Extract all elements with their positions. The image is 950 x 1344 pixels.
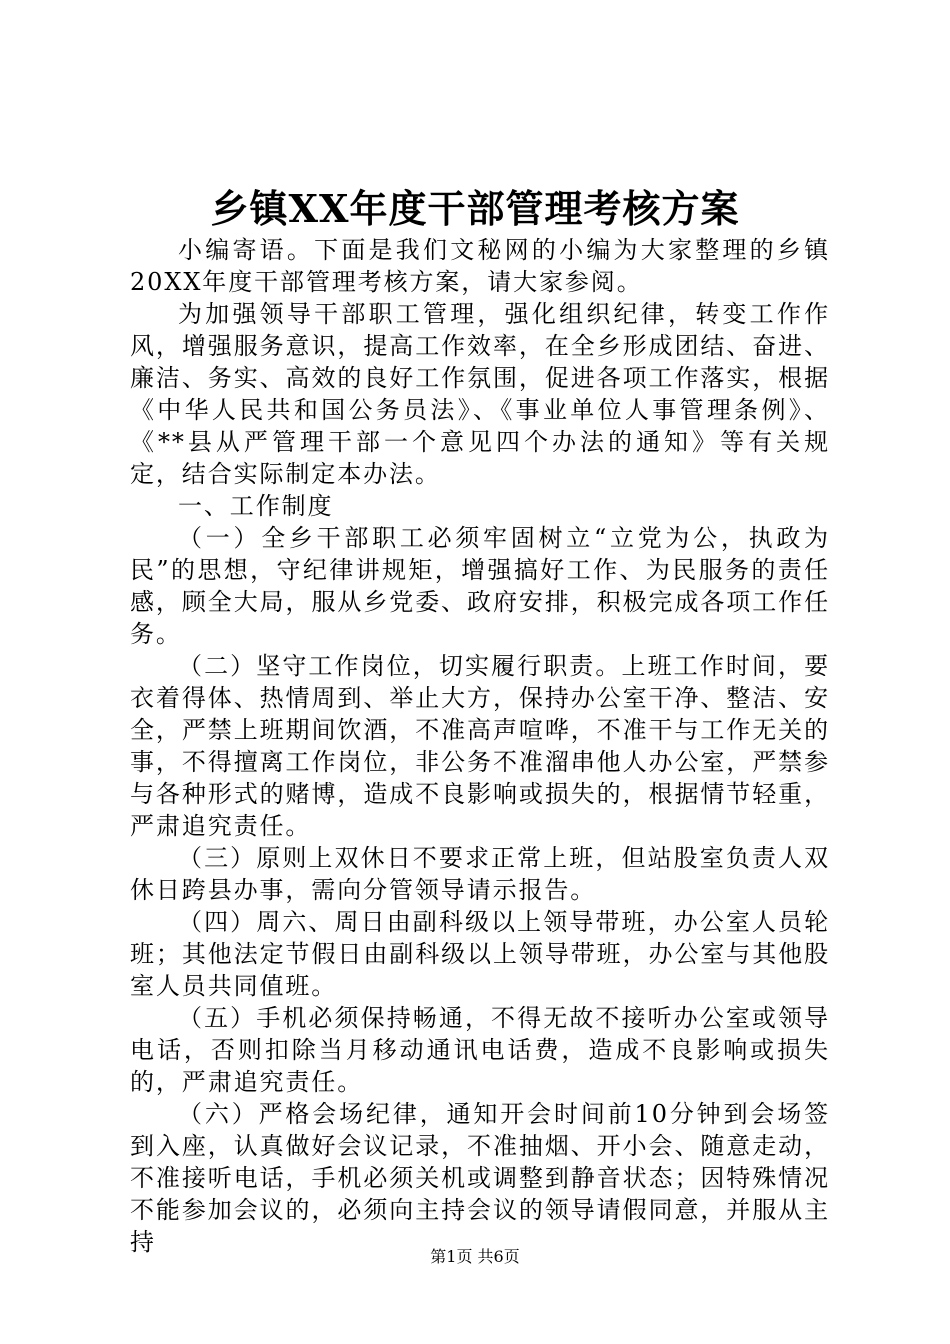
page-footer: 第1页 共6页 [430, 1247, 520, 1266]
document-title: 乡镇XX年度干部管理考核方案 [210, 186, 740, 231]
rule-paragraph: （二）坚守工作岗位，切实履行职责。上班工作时间，要衣着得体、热情周到、举止大方，保持办公室干净、整洁、安全，严禁上班期间饮酒，不准高声喧哗，不准干与工作无关的事，不得擅离工作岗位，非公务不准溜串他人办公室，严禁参与各种形式的赌博，造成不良影响或损失的，根据情节轻重，严肃追究责任。 [130, 652, 830, 840]
rule-paragraph: （三）原则上双休日不要求正常上班，但站股室负责人双休日跨县办事，需向分管领导请示报告。 [130, 844, 830, 904]
document-body [130, 234, 830, 1258]
intro-paragraph: 小编寄语。下面是我们文秘网的小编为大家整理的乡镇20XX年度干部管理考核方案，请大家参阅。 [130, 236, 830, 296]
rule-paragraph: （一）全乡干部职工必须牢固树立“立党为公，执政为民”的思想，守纪律讲规矩，增强搞好工作、为民服务的责任感，顾全大局，服从乡党委、政府安排，积极完成各项工作任务。 [130, 524, 830, 648]
rule-paragraph: （六）严格会场纪律，通知开会时间前10分钟到会场签到入座，认真做好会议记录，不准抽烟、开小会、随意走动，不准接听电话，手机必须关机或调整到静音状态；因特殊情况不能参加会议的，必须向主持会议的领导请假同意，并服从主持 [130, 1100, 830, 1256]
purpose-paragraph: 为加强领导干部职工管理，强化组织纪律，转变工作作风，增强服务意识，提高工作效率，在全乡形成团结、奋进、廉洁、务实、高效的良好工作氛围，促进各项工作落实，根据《中华人民共和国公务员法》、《事业单位人事管理条例》、《**县从严管理干部一个意见四个办法的通知》等有关规定，结合实际制定本办法。 [130, 300, 830, 488]
rule-paragraph: （四）周六、周日由副科级以上领导带班，办公室人员轮班；其他法定节假日由副科级以上领导带班，办公室与其他股室人员共同值班。 [130, 908, 830, 1000]
rule-paragraph: （五）手机必须保持畅通，不得无故不接听办公室或领导电话，否则扣除当月移动通讯电话费，造成不良影响或损失的，严肃追究责任。 [130, 1004, 830, 1096]
section-heading: 一、工作制度 [178, 492, 334, 520]
